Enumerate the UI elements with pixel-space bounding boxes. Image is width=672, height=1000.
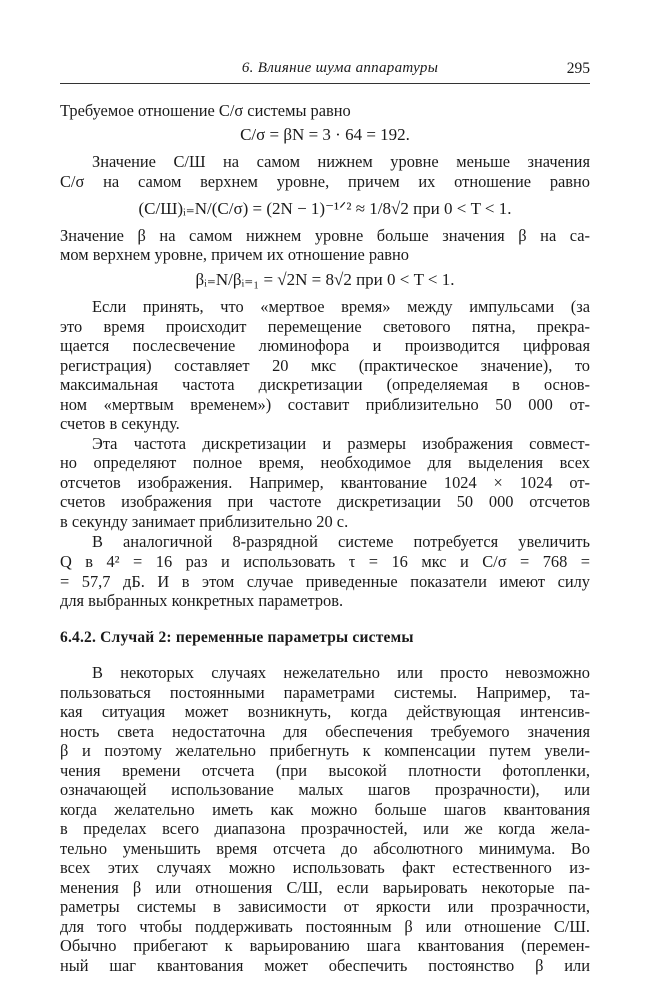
text-line: Если принять, что «мертвое время» между импульсами (за bbox=[92, 297, 590, 316]
text-line: Значение С/Ш на самом нижнем уровне меньше значения bbox=[92, 152, 590, 171]
equation-snr: C/σ = βN = 3 · 64 = 192. bbox=[240, 125, 410, 144]
text-line: щается послесвечение люминофора и производится цифровая bbox=[60, 336, 590, 355]
text-line: β и поэтому желательно прибегнуть к компенсации путем увели- bbox=[60, 741, 590, 760]
text-line: максимальная частота дискретизации (определяемая в основ- bbox=[60, 375, 590, 394]
running-header-title: 6. Влияние шума аппаратуры bbox=[241, 60, 439, 76]
text-line: когда желательно иметь как можно больше шагов квантования bbox=[60, 800, 590, 819]
text-line: счетов в секунду. bbox=[60, 414, 180, 433]
text-line: Эта частота дискретизации и размеры изображения совмест- bbox=[92, 434, 590, 453]
text-line: в секунду занимает приблизительно 20 с. bbox=[60, 512, 349, 531]
page-number: 295 bbox=[566, 60, 590, 77]
text-line: чения времени отсчета (при высокой плотности фотопленки, bbox=[60, 761, 590, 780]
text-line: ном «мертвым временем») составит приблизительно 50 000 от- bbox=[60, 395, 590, 414]
text-line: ность света недостаточна для обеспечения требуемого значения bbox=[60, 722, 590, 741]
text-line: отсчетов изображения. Например, квантование 1024 × 1024 от- bbox=[60, 473, 590, 492]
text-line: тельно уменьшить время отсчета до абсолютного минимума. Во bbox=[60, 839, 590, 858]
text-line: В аналогичной 8-разрядной системе потребуется увеличить bbox=[92, 532, 590, 551]
text-line: всех этих случаях можно использовать факт естественного из- bbox=[60, 858, 590, 877]
text-line: C/σ на самом верхнем уровне, причем их отношение равно bbox=[60, 172, 590, 191]
section-heading: 6.4.2. Случай 2: переменные параметры системы bbox=[60, 629, 414, 646]
text-line: Обычно прибегают к варьированию шага квантования (перемен- bbox=[60, 936, 590, 955]
text-line: Q в 4² = 16 раз и использовать τ = 16 мкс и C/σ = 768 = bbox=[60, 552, 590, 571]
text-line: но определяют полное время, необходимое для выделения всех bbox=[60, 453, 590, 472]
equation-beta: βᵢ₌N/βᵢ₌₁ = √2N = 8√2 при 0 < T < 1. bbox=[195, 270, 455, 289]
text-line: Требуемое отношение C/σ системы равно bbox=[60, 101, 351, 120]
text-line: менения β или отношения С/Ш, если варьировать некоторые па- bbox=[60, 878, 590, 897]
text-line: счетов изображения при частоте дискретизации 50 000 отсчетов bbox=[60, 492, 590, 511]
text-line: означающей использование малых шагов прозрачности), или bbox=[60, 780, 590, 799]
text-line: Значение β на самом нижнем уровне больше значения β на са- bbox=[60, 226, 590, 245]
text-line: для того чтобы поддерживать постоянным β или отношение С/Ш. bbox=[60, 917, 590, 936]
text-line: пользоваться постоянными параметрами системы. Например, та- bbox=[60, 683, 590, 702]
text-line: это время происходит перемещение светового пятна, прекра- bbox=[60, 317, 590, 336]
text-line: для выбранных конкретных параметров. bbox=[60, 591, 344, 610]
text-line: мом верхнем уровне, причем их отношение равно bbox=[60, 245, 410, 264]
equation-ratio: (C/Ш)ᵢ₌N/(C/σ) = (2N − 1)⁻¹ᐟ² ≈ 1/8√2 при 0 < T < 1. bbox=[138, 199, 512, 218]
text-line: в пределах всего диапазона прозрачностей, или же когда жела- bbox=[60, 819, 590, 838]
text-line: раметры системы в зависимости от яркости или прозрачности, bbox=[60, 897, 590, 916]
header-rule bbox=[60, 83, 590, 84]
text-line: = 57,7 дБ. И в этом случае приведенные показатели имеют силу bbox=[60, 572, 590, 591]
text-line: В некоторых случаях нежелательно или просто невозможно bbox=[92, 663, 590, 682]
text-line: кая ситуация может возникнуть, когда действующая интенсив- bbox=[60, 702, 590, 721]
text-line: ный шаг квантования может обеспечить постоянство β или bbox=[60, 956, 590, 975]
text-line: регистрация) составляет 20 мкс (практическое значение), то bbox=[60, 356, 590, 375]
